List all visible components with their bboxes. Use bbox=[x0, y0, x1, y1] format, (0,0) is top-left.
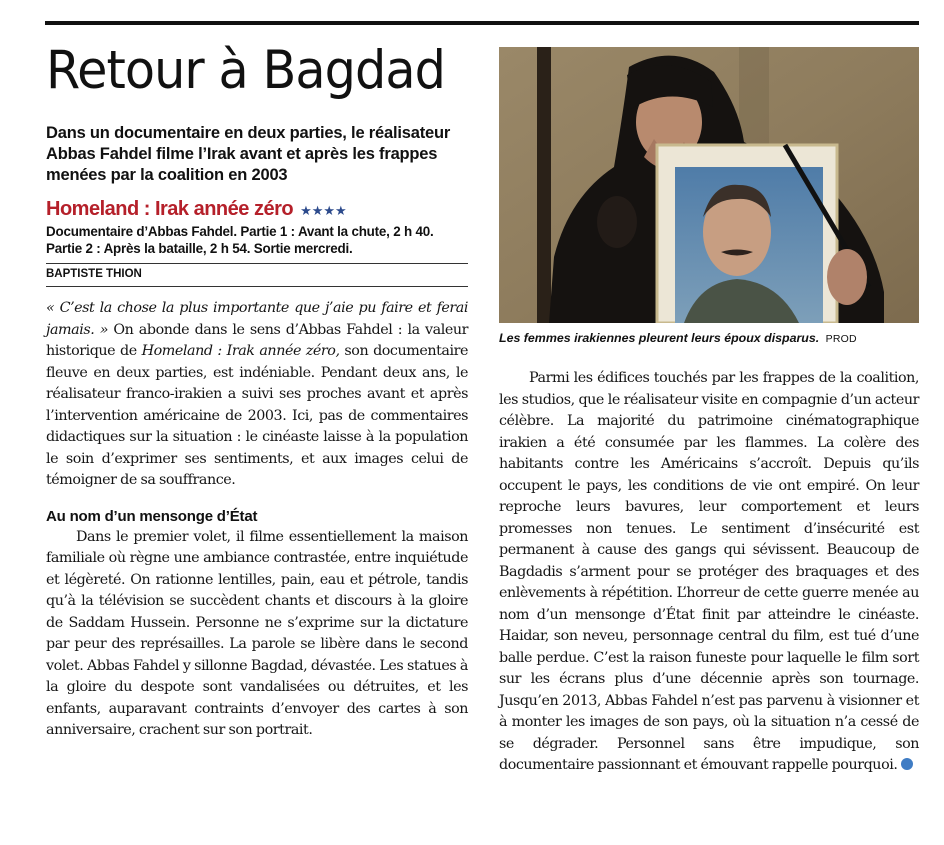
byline-block bbox=[46, 263, 468, 287]
paragraph-2: Dans le premier volet, il filme essentiellement la maison familiale où règne une ambiance contrastée, entre inquiétude et légèreté. On rationne lentilles, pain, eau et pétrole, tandis qu’à la télévision se succèdent chants et discours à la gloire de Saddam Hussein. Personne ne s’exprime sur la dictature par peur des représailles. La parole se libère dans le second volet. Abbas Fahdel y sillonne Bagdad, dévastée. Les statues à la gloire du despote sont vandalisées ou détruites, et les enfants, auparavant contraints d’envoyer des cartes à son anniversaire, crachent sur son portrait. bbox=[46, 528, 468, 738]
paragraph-3 bbox=[499, 368, 919, 777]
standfirst: Dans un documentaire en deux parties, le réalisateur Abbas Fahdel filme l’Irak avant et après les frappes menées par la coalition en 2003 bbox=[46, 124, 451, 184]
caption-text: Les femmes irakiennes pleurent leurs époux disparus. bbox=[499, 331, 820, 345]
lede-text-2: son documentaire fleuve en deux parties, est indéniable. Pendant deux ans, le réalisateur franco-irakien a suivi ses proches avant et après l’intervention américaine de 2003. Ici, pas de commentaires didactiques sur la situation : le cinéaste laisse à la population le soin d’exprimer ses sentiments, et aux images celui de témoigner de sa souffrance. bbox=[46, 343, 469, 488]
headline: Retour à Bagdad bbox=[46, 40, 446, 101]
lede-quote: « C’est la chose la plus importante que j’aie pu faire et ferai jamais. » bbox=[46, 300, 468, 338]
rating-stars-icon: ★★★★ bbox=[300, 204, 347, 219]
lede-film-ref: Homeland : Irak année zéro, bbox=[141, 343, 340, 359]
byline: BAPTISTE THION bbox=[46, 268, 142, 280]
lede-text-1: On abonde dans le sens d’Abbas Fahdel : la valeur historique de bbox=[46, 321, 469, 359]
paragraph-3-text: Parmi les édifices touchés par les frappes de la coalition, les studios, que le réalisateur visite en compagnie d’un acteur célèbre. La majorité du patrimoine cinématographique irakien a été consumée par les flammes. La colère des habitants contre les Américains s’accroît. Depuis qu’ils occupent le pays, les conditions de vie ont empiré. On leur reproche leurs bavures, leur comportement et leurs promesses non tenues. Le sentiment d’insécurité est permanent à cause des gangs qui sévissent. Beaucoup de Bagdadis s’arment pour se protéger des braquages et des enlèvements à répétition. L’horreur de cette guerre menée au nom d’un mensonge d’État finit par atteindre le cinéaste. Haidar, son neveu, personnage central du film, est tué d’une balle perdue. C’est la raison funeste pour laquelle le film sort sur les écrans plus d’une décennie après son tournage. Jusqu’en 2013, Abbas Fahdel n’est pas parvenu à visionner et à monter les images de son pays, où la situation n’a cessé de se dégrader. Personnel sans être impudique, son documentaire passionnant et émouvant rappelle pourquoi. bbox=[499, 370, 919, 773]
photo-credit: PROD bbox=[825, 333, 857, 345]
photo-caption bbox=[499, 330, 919, 347]
subhead: Au nom d’un mensonge d’État bbox=[46, 507, 258, 525]
film-title-row bbox=[46, 198, 468, 223]
end-of-article-dot-icon bbox=[901, 758, 913, 770]
lede-paragraph bbox=[46, 298, 468, 492]
left-column bbox=[46, 36, 468, 742]
film-info-line-1: Documentaire d’Abbas Fahdel. Partie 1 : Avant la chute, 2 h 40. bbox=[46, 224, 434, 239]
article-photo bbox=[499, 47, 919, 323]
film-info-line-2: Partie 2 : Après la bataille, 2 h 54. Sortie mercredi. bbox=[46, 241, 353, 256]
right-column bbox=[499, 47, 919, 777]
film-title: Homeland : Irak année zéro bbox=[46, 198, 294, 220]
photo-illustration-icon bbox=[499, 47, 919, 323]
top-rule bbox=[45, 21, 919, 25]
